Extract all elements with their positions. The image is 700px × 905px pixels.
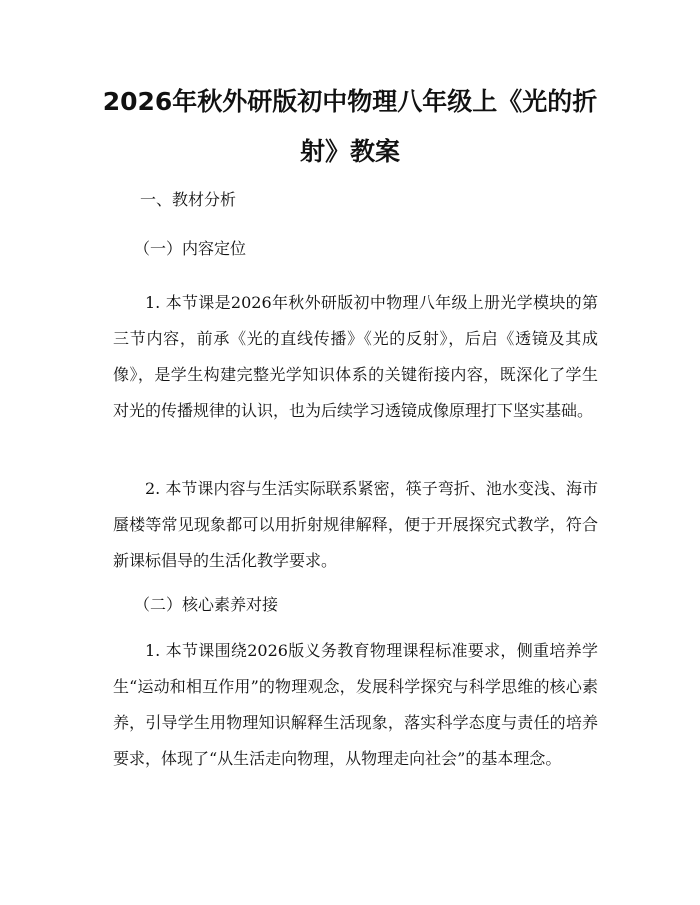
section-heading-textbook-analysis: 一、教材分析 <box>140 190 237 209</box>
paragraph-content-positioning-2: 2. 本节课内容与生活实际联系紧密，筷子弯折、池水变浅、海市蜃楼等常见现象都可以用折射规律解释，便于开展探究式教学，符合新课标倡导的生活化教学要求。 <box>113 479 598 570</box>
paragraph-content-positioning-1: 1. 本节课是2026年秋外研版初中物理八年级上册光学模块的第三节内容，前承《光的直线传播》《光的反射》，后启《透镜及其成像》，是学生构建完整光学知识体系的关键衔接内容，既深化了学生对光的传播规律的认识，也为后续学习透镜成像原理打下坚实基础。 <box>113 293 598 420</box>
subsection-heading-core-literacy: （二）核心素养对接 <box>134 595 279 614</box>
paragraph-core-literacy-1: 1. 本节课围绕2026版义务教育物理课程标准要求，侧重培养学生“运动和相互作用”的物理观念，发展科学探究与科学思维的核心素养，引导学生用物理知识解释生活现象，落实科学态度与责任的培养要求，体现了“从生活走向物理，从物理走向社会”的基本理念。 <box>113 641 598 768</box>
subsection-heading-content-positioning: （一）内容定位 <box>134 239 247 258</box>
document-title: 2026年秋外研版初中物理八年级上《光的折射》教案 <box>102 87 598 166</box>
